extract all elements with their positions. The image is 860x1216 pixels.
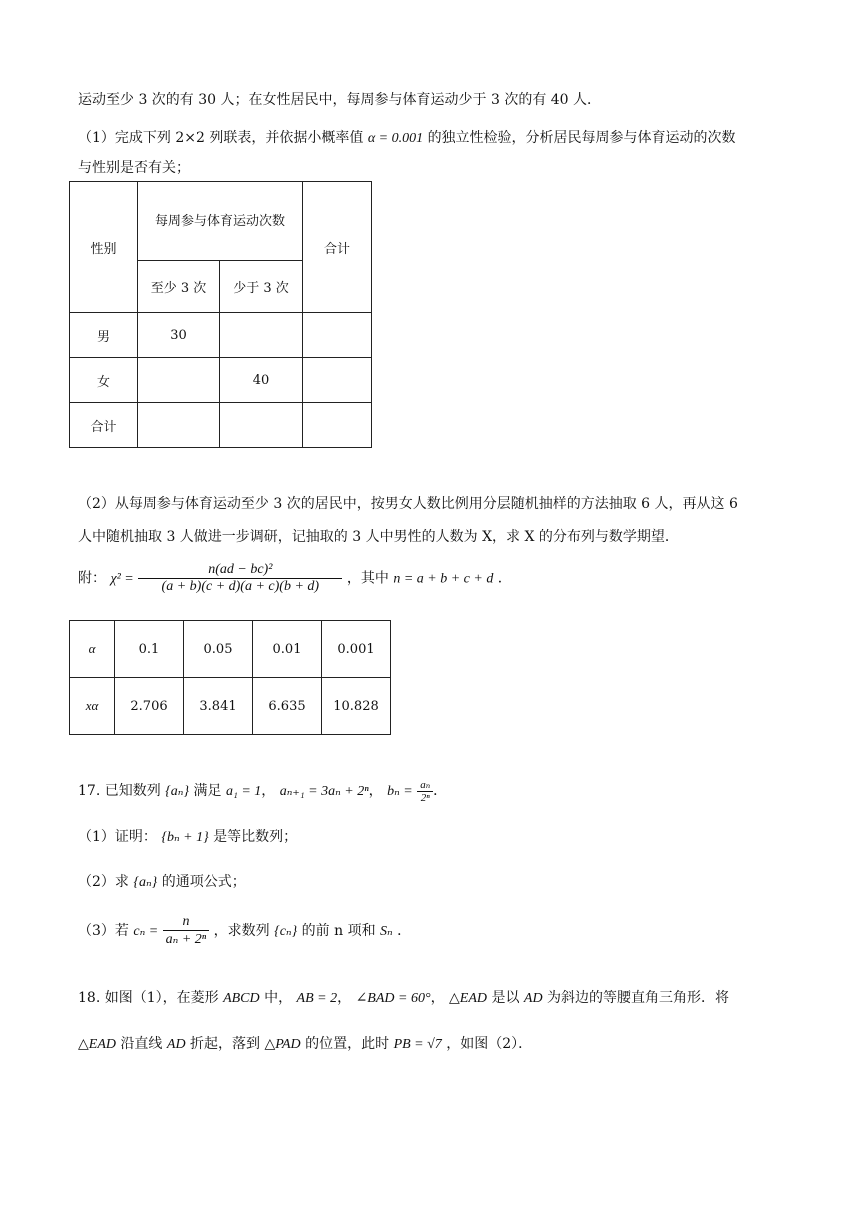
q16-part1-tail: 的独立性检验，分析居民每周参与体育运动的次数 bbox=[427, 130, 736, 146]
alpha-cell: 0.1 bbox=[115, 621, 184, 678]
q18-text-c: 是以 bbox=[491, 990, 520, 1006]
q18-ab: AB = 2 bbox=[296, 991, 338, 1006]
critical-value-table bbox=[69, 620, 391, 735]
q17-p2-expr: {aₙ} bbox=[133, 875, 158, 890]
q17-cond2: aₙ₊₁ = 3aₙ + 2ⁿ bbox=[279, 784, 369, 799]
q17-p3-mid: ，求数列 bbox=[213, 923, 270, 939]
q17-p3-den: aₙ + 2ⁿ bbox=[165, 932, 207, 947]
q17-cond3-fraction bbox=[417, 778, 433, 804]
q17-cond1: a₁ = 1 bbox=[225, 784, 262, 799]
alpha-value: α = 0.001 bbox=[367, 131, 424, 146]
cell bbox=[303, 403, 372, 448]
formula-denominator: (a + b)(c + d)(a + c)(b + d) bbox=[161, 579, 320, 594]
q17-p2-post: 的通项公式； bbox=[161, 874, 246, 890]
q18-text-a: 18. 如图（1），在菱形 bbox=[78, 990, 219, 1006]
header-total: 合计 bbox=[303, 182, 372, 313]
cell bbox=[138, 403, 220, 448]
q16-part1-line2: 与性别是否有关； bbox=[78, 160, 190, 176]
q17-p3-num: n bbox=[163, 914, 210, 931]
subheader-less: 少于 3 次 bbox=[220, 261, 303, 313]
formula-prefix: 附： bbox=[78, 570, 106, 587]
q18-text-e: 沿直线 bbox=[120, 1036, 163, 1052]
formula-mid: ，其中 bbox=[346, 570, 389, 587]
q18-pb: PB = √7 bbox=[393, 1037, 442, 1052]
table-row bbox=[70, 621, 391, 678]
q17-p3-fraction bbox=[163, 914, 210, 948]
table-row bbox=[70, 403, 372, 448]
critical-cell: 6.635 bbox=[253, 678, 322, 735]
row-label: 女 bbox=[70, 358, 138, 403]
q17-part3 bbox=[78, 914, 411, 948]
x-alpha-label: xα bbox=[70, 678, 115, 735]
q17-part1 bbox=[78, 826, 297, 846]
critical-cell: 2.706 bbox=[115, 678, 184, 735]
subheader-atleast: 至少 3 次 bbox=[138, 261, 220, 313]
q18-angle: ∠BAD = 60° bbox=[355, 991, 431, 1006]
critical-cell: 3.841 bbox=[184, 678, 253, 735]
row-label: 男 bbox=[70, 313, 138, 358]
formula-numerator: n(ad − bc)² bbox=[138, 562, 342, 579]
q18-line1: 18. 如图（1），在菱形 ABCD 中， AB = 2， ∠BAD = 60°， △EAD 是以 AD 为斜边的等腰直角三角形．将 bbox=[78, 990, 730, 1006]
alpha-cell: 0.05 bbox=[184, 621, 253, 678]
q18-text-h: ，如图（2）． bbox=[446, 1036, 533, 1052]
q17-cond3-lhs: bₙ = bbox=[387, 784, 413, 799]
q17-p3-end: ． bbox=[397, 923, 412, 939]
q17-number: 17. bbox=[78, 783, 101, 799]
chi-square-formula bbox=[78, 562, 512, 595]
q17-p1-pre: （1）证明： bbox=[78, 829, 157, 845]
q18-text-f: 折起，落到 bbox=[190, 1036, 261, 1052]
intro-line: 运动至少 3 次的有 30 人；在女性居民中，每周参与体育运动少于 3 次的有 40 人． bbox=[78, 92, 602, 108]
q17-p3-seq: {cₙ} bbox=[274, 924, 298, 939]
formula-fraction bbox=[138, 562, 342, 595]
q17-cond3-den: 2ⁿ bbox=[420, 792, 430, 804]
formula-tail: n = a + b + c + d bbox=[393, 571, 494, 587]
q16-part1-text: （1）完成下列 2×2 列联表，并依据小概率值 bbox=[78, 130, 364, 146]
critical-cell: 10.828 bbox=[322, 678, 391, 735]
row-label: 合计 bbox=[70, 403, 138, 448]
q17-seq-a: {aₙ} bbox=[165, 784, 190, 799]
q18-ad: AD bbox=[523, 991, 543, 1006]
q18-ead: △EAD bbox=[449, 991, 487, 1006]
alpha-label: α bbox=[70, 621, 115, 678]
q16-part2-line2: 人中随机抽取 3 人做进一步调研，记抽取的 3 人中男性的人数为 X，求 X 的分布列与数学期望． bbox=[78, 529, 679, 545]
cell bbox=[303, 313, 372, 358]
cell: 30 bbox=[138, 313, 220, 358]
q18-text-d: 为斜边的等腰直角三角形．将 bbox=[547, 990, 730, 1006]
q18-text-g: 的位置，此时 bbox=[305, 1036, 390, 1052]
cell bbox=[220, 313, 303, 358]
q16-part2-line1: （2）从每周参与体育运动至少 3 次的居民中，按男女人数比例用分层随机抽样的方法抽取 6 人，再从这 6 bbox=[78, 496, 738, 512]
q18-line2 bbox=[78, 1033, 532, 1053]
header-gender: 性别 bbox=[70, 182, 138, 313]
q17-sat: 满足 bbox=[193, 783, 222, 799]
q17-stem: 17. 已知数列 {aₙ} 满足 a₁ = 1， aₙ₊₁ = 3aₙ + 2ⁿ， bₙ = $\frac{\text{aₙ}}{\text{2ⁿ}}$ ． bbox=[78, 779, 448, 804]
q17-p3-lhs: cₙ = bbox=[133, 924, 159, 939]
q17-p2-pre: （2）求 bbox=[78, 874, 129, 890]
formula-lhs: χ² = bbox=[110, 571, 134, 587]
q18-abcd: ABCD bbox=[223, 991, 260, 1006]
q17-p1-post: 是等比数列； bbox=[213, 829, 298, 845]
cell bbox=[303, 358, 372, 403]
q18-ead-2: △EAD bbox=[78, 1037, 116, 1052]
alpha-cell: 0.001 bbox=[322, 621, 391, 678]
table-row bbox=[70, 313, 372, 358]
q18-pad: △PAD bbox=[264, 1037, 301, 1052]
header-frequency bbox=[138, 182, 303, 261]
q17-p3-pre: （3）若 bbox=[78, 923, 129, 939]
cell bbox=[220, 403, 303, 448]
header-frequency-text: 每周参与体育运动次数 bbox=[154, 213, 285, 229]
alpha-cell: 0.01 bbox=[253, 621, 322, 678]
q16-part1-line1 bbox=[78, 127, 736, 147]
q18-text-b: 中， bbox=[264, 990, 293, 1006]
q17-p3-sum: Sₙ bbox=[380, 924, 393, 939]
q17-stem-text: 已知数列 bbox=[104, 783, 161, 799]
cell: 40 bbox=[220, 358, 303, 403]
q17-cond3-num: aₙ bbox=[417, 778, 433, 792]
q18-ad-2: AD bbox=[166, 1037, 186, 1052]
q17-part2 bbox=[78, 871, 246, 891]
table-row bbox=[70, 358, 372, 403]
contingency-table bbox=[69, 181, 372, 448]
cell bbox=[138, 358, 220, 403]
table-row bbox=[70, 678, 391, 735]
q17-p1-expr: {bₙ + 1} bbox=[161, 830, 209, 845]
formula-end: ． bbox=[497, 570, 512, 587]
q17-p3-post: 的前 n 项和 bbox=[301, 923, 376, 939]
